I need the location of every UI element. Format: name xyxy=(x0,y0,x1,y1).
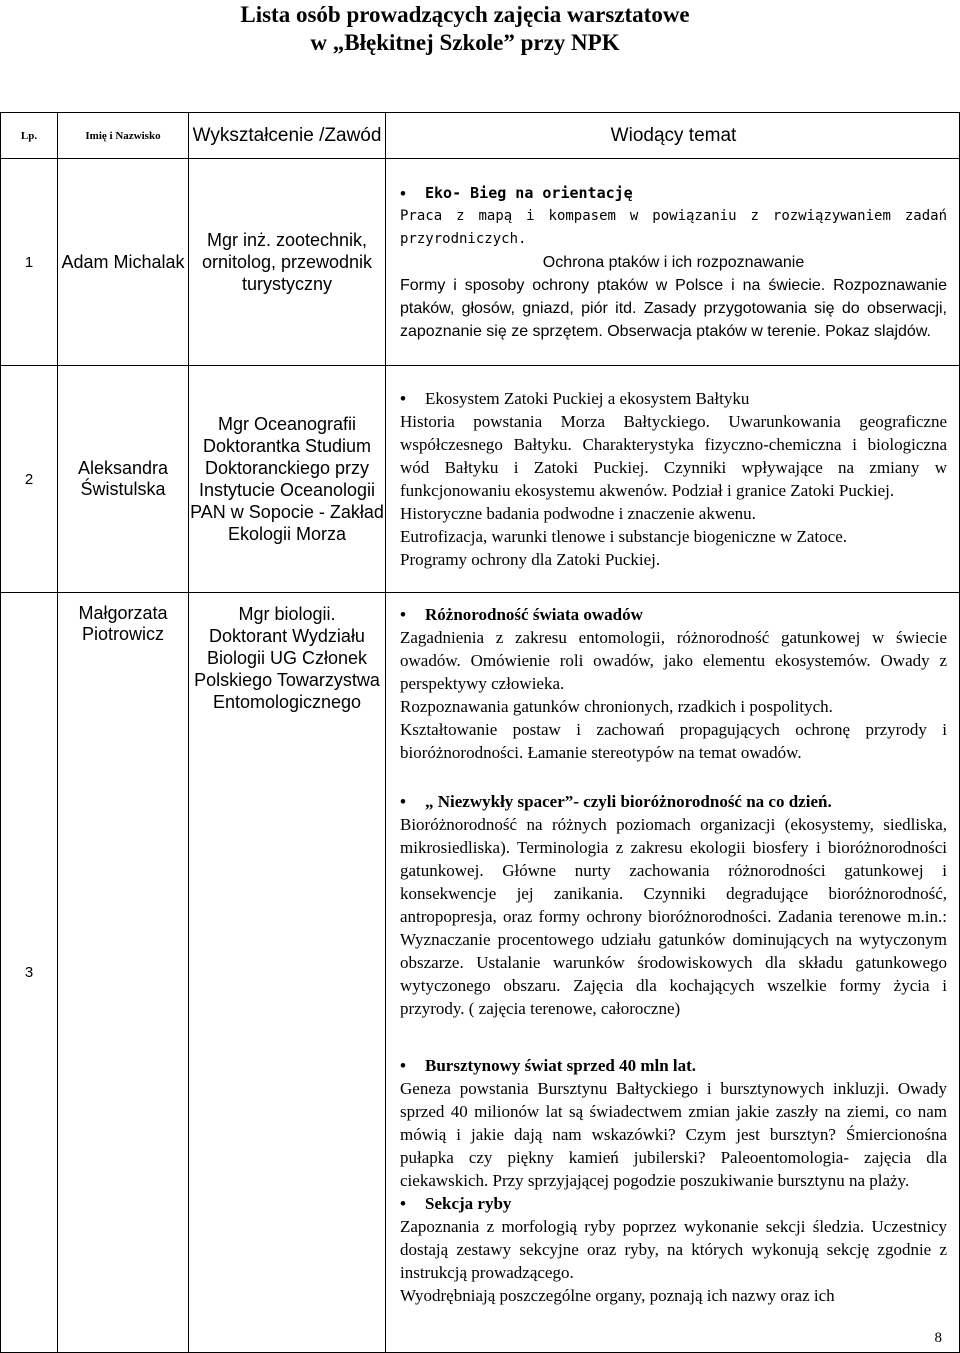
title-line-2: w „Błękitnej Szkole” przy NPK xyxy=(310,30,620,55)
topic-heading: • Ekosystem Zatoki Puckiej a ekosystem Bałtyku xyxy=(400,387,947,410)
topic-heading: • Sekcja ryby xyxy=(400,1192,947,1215)
row-lp: 1 xyxy=(1,159,58,366)
topic-description: Geneza powstania Bursztynu Bałtyckiego i bursztynowych inkluzji. Owady sprzed 40 milionów lat są świadectwem zmian jakie zaszły na ziemi, co nam mówią i jakie dają nam wskazówki? Czym jest bursztyn? Śmiercionośna pułapka czy piękny kamień jubilerski? Paleoentomologia- zajęcia dla ciekawskich. Przy sprzyjającej pogodzie poszukiwanie bursztynu na plaży. xyxy=(400,1079,947,1190)
topic-description: Bioróżnorodność na różnych poziomach organizacji (ekosystemy, siedliska, mikrosiedliska). Terminologia z zakresu ekologii biosfery i bioróżnorodności gatunkowej. Główne nurty zachowania różnorodności gatunkowej i konsekwencje jej zanikania. Czynniki degradujące bioróżnorodność, antropopresja, oraz formy ochrony bioróżnorodności. Zadania terenowe m.in.: Wyznaczanie procentowego udziału gatunków dominujących na wytyczonym obszarze. Ustalanie warunków środowiskowych dla składu gatunkowego wytyczonego obszaru. Zajęcia dla kochających wszelkie formy życia i przyrody. ( zajęcia terenowe, całoroczne) xyxy=(400,815,947,1018)
row-topic xyxy=(386,593,960,1353)
title-line-1: Lista osób prowadzących zajęcia warsztatowe xyxy=(240,2,690,27)
education-details: Doktorant Wydziału Biologii UG Członek Polskiego Towarzystwa Entomologicznego xyxy=(194,626,380,712)
page-number: 8 xyxy=(934,1330,942,1346)
topic-description: Zapoznania z morfologią ryby poprzez wykonanie sekcji śledzia. Uczestnicy dostają zestawy sekcyjne oraz ryby, na których wykonują sekcję zgodnie z instrukcją prowadzącego. xyxy=(400,1217,947,1282)
topic-description: Kształtowanie postaw i zachowań propagujących ochronę przyrody i bioróżnorodności. Łamanie stereotypów na temat owadów. xyxy=(400,720,947,762)
topic-description: Historia powstania Morza Bałtyckiego. Uwarunkowania geograficzne współczesnego Bałtyku. Charakterystyka fizyczno-chemiczna i biologiczna wód Bałtyku i Zatoki Puckiej. Czynniki wpływające na zmiany w funkcjonowaniu ekosystemu akwenów. Podział i granice Zatoki Puckiej. xyxy=(400,412,947,500)
header-lp: Lp. xyxy=(1,113,58,159)
topic-heading: • Eko- Bieg na orientację xyxy=(400,182,947,205)
row-education: Mgr Oceanografii Doktorantka Studium Doktoranckiego przy Instytucie Oceanologii PAN w Sopocie - Zakład Ekologii Morza xyxy=(189,366,386,593)
row-name: Adam Michalak xyxy=(58,159,189,366)
topic-description: Rozpoznawania gatunków chronionych, rzadkich i pospolitych. xyxy=(400,697,833,716)
row-lp: 3 xyxy=(1,593,58,1353)
table-row xyxy=(1,366,960,593)
topic-description: Formy i sposoby ochrony ptaków w Polsce i na świecie. Rozpoznawanie ptaków, głosów, gniazd, piór itd. Zasady przygotowania się do obserwacji, zapoznanie się ze sprzętem. Obserwacja ptaków w terenie. Pokaz slajdów. xyxy=(400,276,947,340)
table-row xyxy=(1,593,960,1353)
topic-heading: • Różnorodność świata owadów xyxy=(400,603,947,626)
row-education xyxy=(189,593,386,1353)
education-degree: Mgr biologii. xyxy=(238,604,336,624)
instructors-table xyxy=(0,112,960,1353)
header-name: Imię i Nazwisko xyxy=(58,113,189,159)
topic-description: Historyczne badania podwodne i znaczenie akwenu. xyxy=(400,504,756,523)
topic-heading: Ochrona ptaków i ich rozpoznawanie xyxy=(542,253,805,271)
row-topic xyxy=(386,366,960,593)
topic-description: Eutrofizacja, warunki tlenowe i substancje biogeniczne w Zatoce. xyxy=(400,527,848,546)
row-name: Aleksandra Świstulska xyxy=(58,366,189,593)
topic-heading: • Bursztynowy świat sprzed 40 mln lat. xyxy=(400,1054,947,1077)
row-lp: 2 xyxy=(1,366,58,593)
topic-description: Praca z mapą i kompasem w powiązaniu z rozwiązywaniem zadań przyrodniczych. xyxy=(400,207,947,247)
topic-description: Programy ochrony dla Zatoki Puckiej. xyxy=(400,550,661,569)
row-name: Małgorzata Piotrowicz xyxy=(58,593,189,1353)
row-education: Mgr inż. zootechnik, ornitolog, przewodnik turystyczny xyxy=(189,159,386,366)
header-education: Wykształcenie /Zawód xyxy=(189,113,386,159)
table-header-row xyxy=(1,113,960,159)
topic-heading: • „ Niezwykły spacer”- czyli bioróżnorodność na co dzień. xyxy=(400,790,947,813)
topic-description: Zagadnienia z zakresu entomologii, różnorodność gatunkowej w świecie owadów. Omówienie roli owadów, jako elementu ekosystemów. Owady z perspektywy człowieka. xyxy=(400,628,947,693)
row-topic xyxy=(386,159,960,366)
topic-description: Wyodrębniają poszczególne organy, poznają ich nazwy oraz ich xyxy=(400,1286,835,1305)
header-topic: Wiodący temat xyxy=(386,113,960,159)
table-row xyxy=(1,159,960,366)
